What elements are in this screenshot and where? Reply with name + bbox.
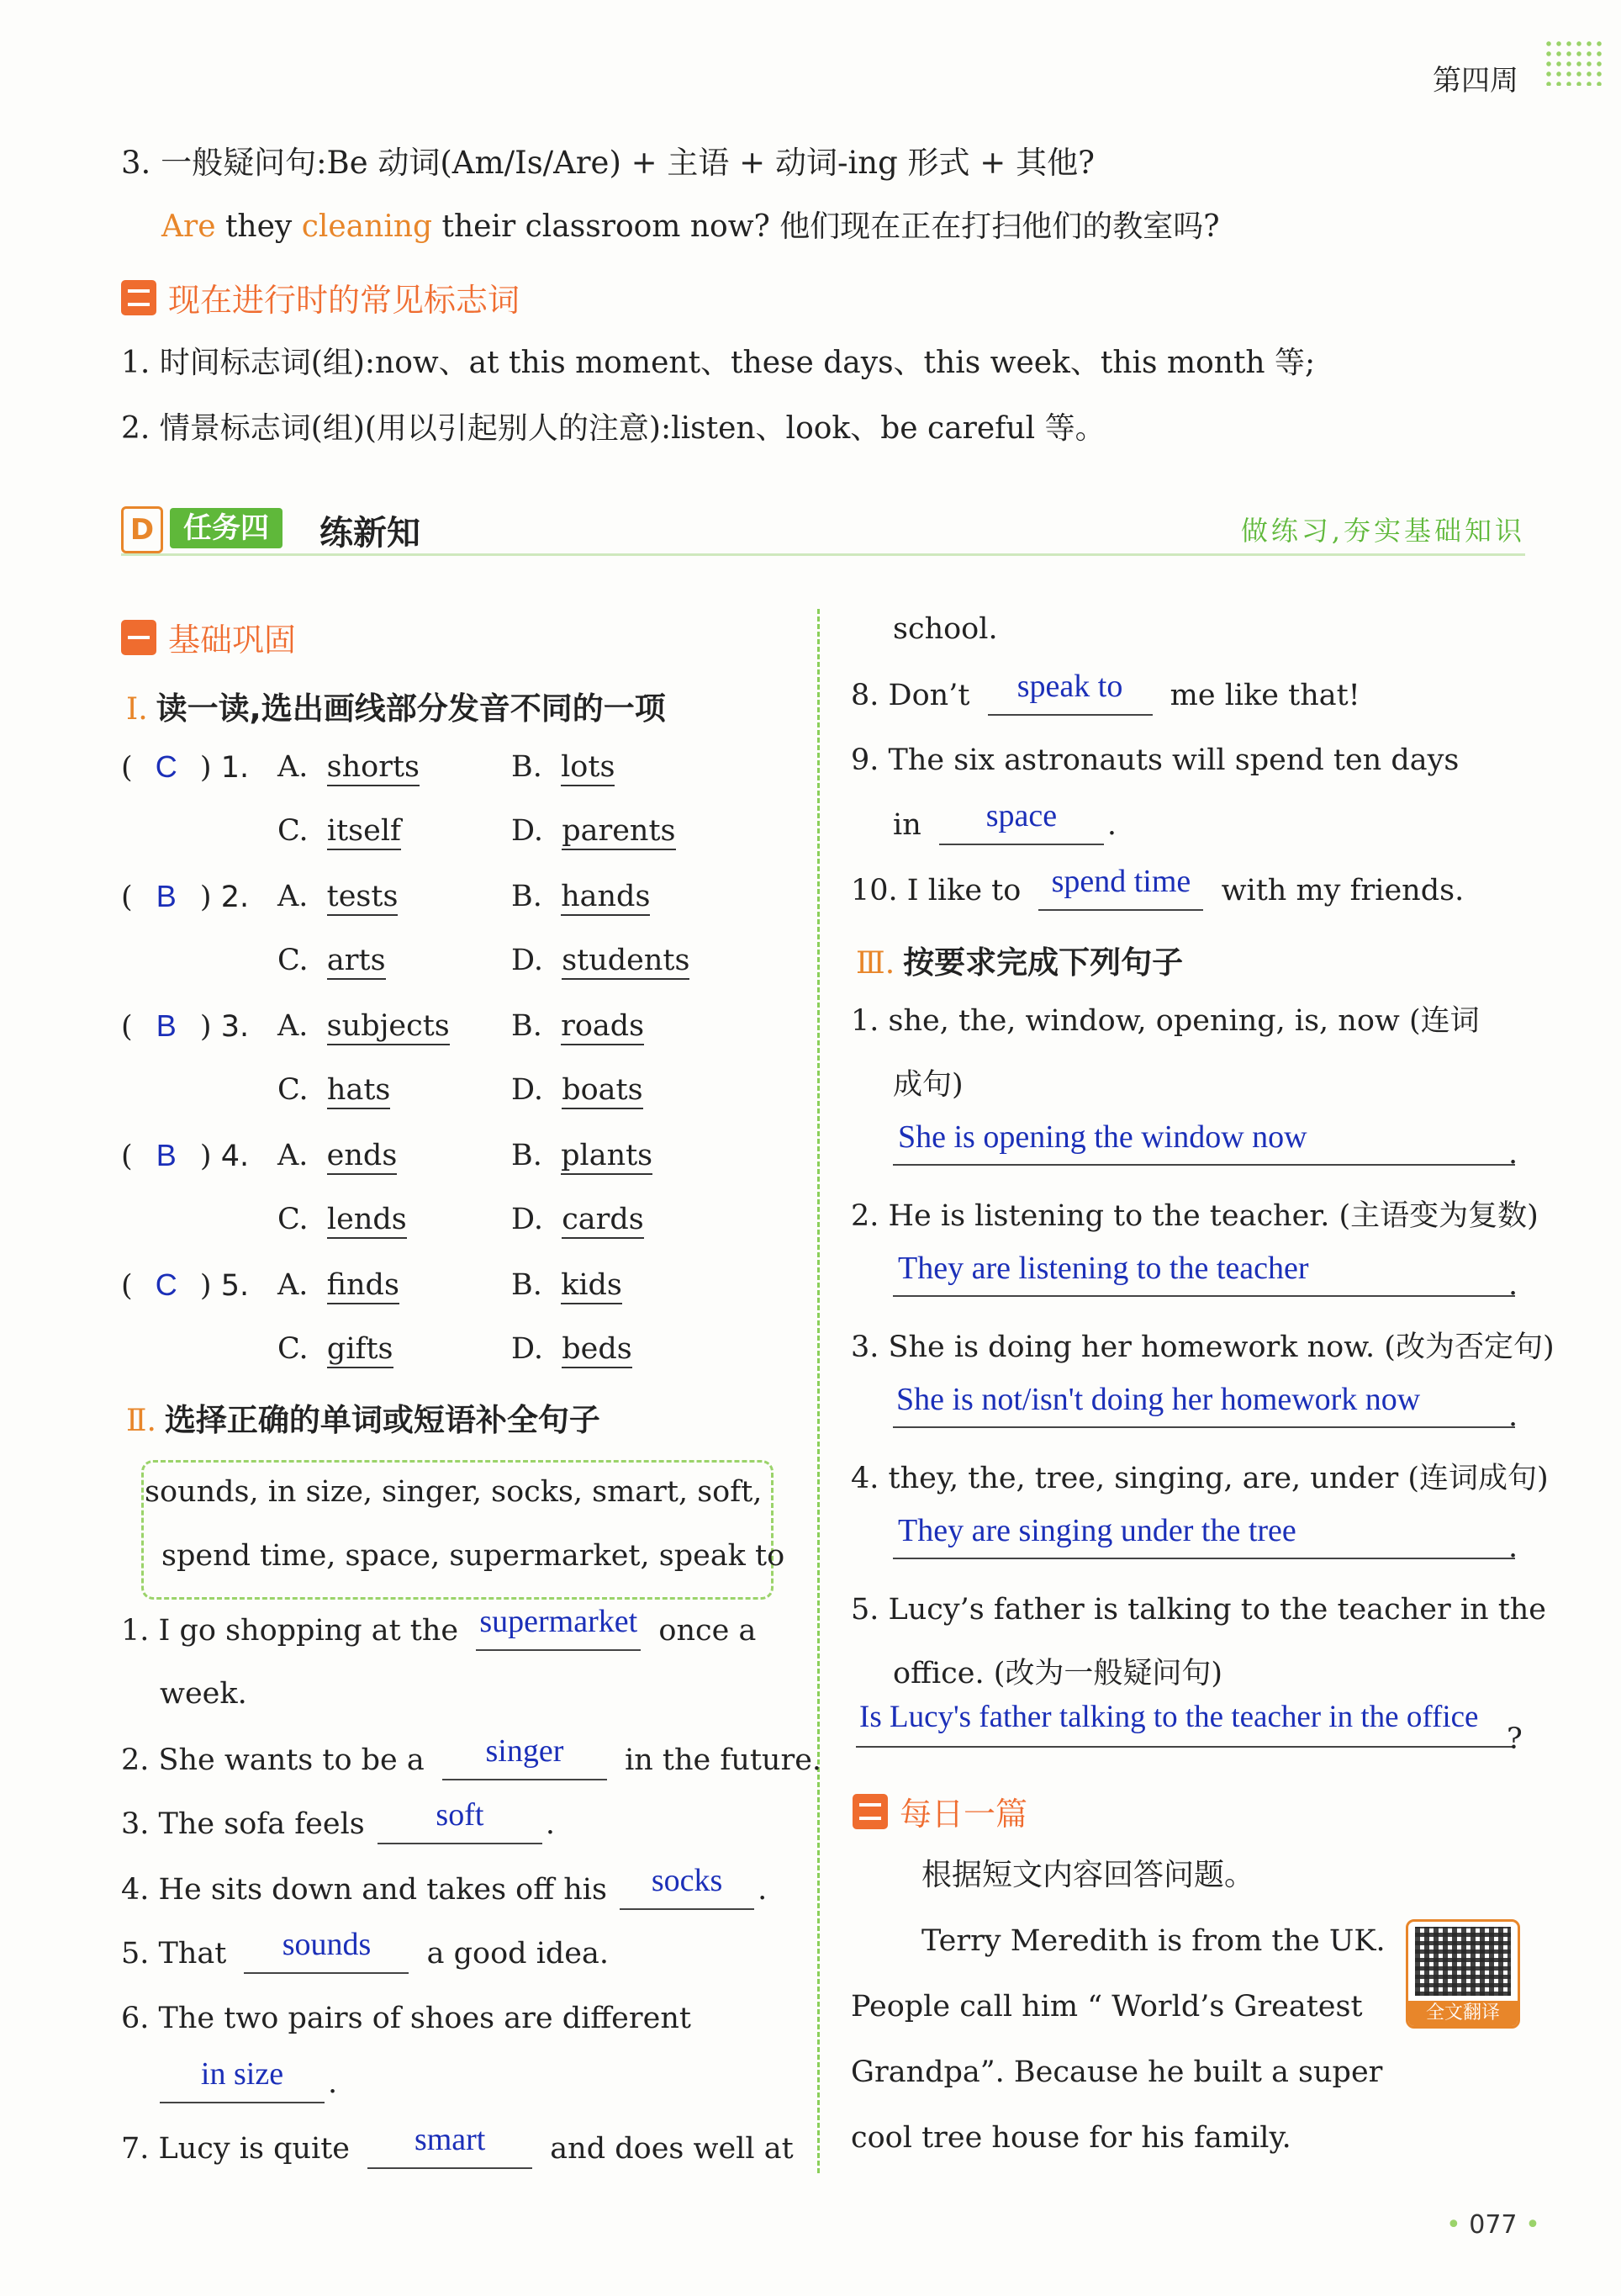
part1-question: ( B ) 3. xyxy=(121,1008,250,1044)
question-number: 5. xyxy=(220,1269,250,1303)
question-text: 8. Don’t xyxy=(851,679,970,712)
question-text: 2. She wants to be a xyxy=(121,1743,425,1777)
option-b: B. roads xyxy=(511,1008,644,1045)
section-two-icon xyxy=(121,280,156,315)
answer-choice: C xyxy=(155,749,177,784)
question-text: in xyxy=(893,808,921,842)
qr-code-icon xyxy=(1415,1927,1511,1996)
grammar-item3-example xyxy=(161,209,1220,246)
reading-line-3: Grandpa”. Because he built a super xyxy=(851,2055,1383,2089)
reading-instruction: 根据短文内容回答问题。 xyxy=(921,1858,1255,1892)
question-text: a good idea. xyxy=(426,1937,609,1971)
part2-numeral: Ⅱ. xyxy=(126,1404,156,1438)
answer-text: spend time xyxy=(1051,864,1191,899)
option-text: boats xyxy=(562,1073,642,1109)
example-are: Are xyxy=(161,209,216,244)
option-c: C. gifts xyxy=(277,1331,393,1368)
rewrite-answer-4 xyxy=(893,1512,1515,1559)
task-bar xyxy=(121,503,1525,553)
qr-code[interactable] xyxy=(1406,1919,1520,2029)
question-text: 7. Lucy is quite xyxy=(121,2132,351,2166)
option-a: A. shorts xyxy=(277,749,420,786)
answer-blank xyxy=(378,1797,542,1844)
option-text: cards xyxy=(562,1203,644,1239)
option-text: shorts xyxy=(327,750,420,786)
option-c: C. itself xyxy=(277,812,401,849)
reading-line-1: Terry Meredith is from the UK. xyxy=(921,1924,1386,1958)
word-bank-line-1: sounds, in size, singer, socks, smart, soft, xyxy=(145,1475,763,1509)
answer-text: smart xyxy=(414,2122,486,2157)
answer-text: singer xyxy=(485,1733,564,1769)
answer-text: space xyxy=(985,798,1058,833)
option-b: B. kids xyxy=(511,1267,622,1304)
word-bank-line-2: spend time, space, supermarket, speak to xyxy=(161,1539,785,1573)
section-signal-words-heading xyxy=(121,274,520,320)
question-text: 4. He sits down and takes off his xyxy=(121,1873,607,1907)
option-c: C. arts xyxy=(277,942,386,979)
question-text: 3. The sofa feels xyxy=(121,1807,365,1841)
question-text: . xyxy=(758,1873,768,1907)
option-text: finds xyxy=(327,1268,399,1304)
section-daily-title: 每日一篇 xyxy=(900,1796,1028,1833)
option-text: itself xyxy=(327,814,401,850)
section-one-icon xyxy=(121,620,156,655)
rewrite-question-5: 5. Lucy’s father is talking to the teacher in the xyxy=(851,1593,1547,1627)
section-basic-title: 基础巩固 xyxy=(168,622,297,659)
rewrite-answer-3-end: . xyxy=(1508,1399,1518,1433)
option-a: A. tests xyxy=(277,878,398,915)
answer-text: sounds xyxy=(282,1927,372,1962)
rewrite-answer-4-end: . xyxy=(1508,1531,1518,1564)
option-a: A. subjects xyxy=(277,1008,450,1045)
answer-choice: B xyxy=(156,879,177,913)
rewrite-question-4: 4. they, the, tree, singing, are, under (连词成句) xyxy=(851,1462,1549,1495)
option-b: B. hands xyxy=(511,878,650,915)
part1-title: 读一读,选出画线部分发音不同的一项 xyxy=(156,690,666,727)
option-d: D. cards xyxy=(511,1201,644,1238)
signal-words-situation: 2. 情景标志词(组)(用以引起别人的注意):listen、look、be careful 等。 xyxy=(121,411,1106,446)
part2-title: 选择正确的单词或短语补全句子 xyxy=(164,1402,600,1438)
question-number: 1. xyxy=(220,751,250,785)
answer-text: soft xyxy=(436,1797,484,1833)
part1-question: ( C ) 5. xyxy=(121,1267,250,1303)
task-divider xyxy=(121,553,1525,556)
answer-choice: B xyxy=(156,1138,177,1172)
option-text: gifts xyxy=(327,1332,393,1368)
rewrite-answer-1-end: . xyxy=(1508,1137,1518,1171)
decorative-dots xyxy=(1544,39,1604,86)
option-d: D. beds xyxy=(511,1331,632,1368)
option-c: C. hats xyxy=(277,1071,390,1108)
option-b: B. plants xyxy=(511,1137,652,1174)
part1-numeral: Ⅰ. xyxy=(126,692,148,727)
option-c: C. lends xyxy=(277,1201,407,1238)
rewrite-question-1: 1. she, the, window, opening, is, now (连词 xyxy=(851,1004,1480,1038)
option-text: arts xyxy=(327,944,386,980)
example-they: they xyxy=(215,209,302,244)
rewrite-question-5-cont: office. (改为一般疑问句) xyxy=(893,1657,1223,1690)
reading-line-4: cool tree house for his family. xyxy=(851,2121,1291,2155)
fill-question-8 xyxy=(851,669,1360,716)
rewrite-answer-3 xyxy=(893,1381,1515,1428)
column-divider xyxy=(817,609,820,2173)
answer-blank xyxy=(939,798,1104,845)
answer-blank xyxy=(367,2122,532,2169)
section-basic-heading xyxy=(121,614,296,660)
question-text: . xyxy=(328,2066,338,2100)
fill-question-1-cont: week. xyxy=(160,1677,247,1711)
grammar-item3-rule: 3. 一般疑问句:Be 动词(Am/Is/Are) + 主语 + 动词-ing 形式 + 其他? xyxy=(121,145,1095,181)
fill-question-2 xyxy=(121,1733,822,1780)
fill-question-5 xyxy=(121,1927,609,1974)
question-number: 2. xyxy=(220,881,250,914)
rewrite-answer-5-end: ? xyxy=(1507,1722,1523,1756)
example-rest: their classroom now? 他们现在正在打扫他们的教室吗? xyxy=(432,209,1220,244)
option-text: beds xyxy=(562,1332,631,1368)
question-text: 1. I go shopping at the xyxy=(121,1614,459,1648)
option-d: D. parents xyxy=(511,812,676,849)
answer-text: She is not/isn't doing her homework now xyxy=(896,1382,1421,1417)
option-text: hands xyxy=(561,880,650,916)
page-number: • 077 • xyxy=(1446,2210,1540,2240)
task-letter: D xyxy=(121,506,163,553)
part1-question: ( B ) 4. xyxy=(121,1138,250,1173)
reading-line-2: People call him “ World’s Greatest xyxy=(851,1990,1363,2024)
fill-question-4 xyxy=(121,1863,768,1910)
answer-blank xyxy=(476,1604,641,1651)
rewrite-question-1-cont: 成句) xyxy=(893,1068,964,1102)
answer-blank xyxy=(620,1863,754,1910)
question-text: and does well at xyxy=(550,2132,794,2166)
answer-text: in size xyxy=(200,2056,284,2092)
rewrite-answer-5 xyxy=(856,1699,1515,1748)
option-d: D. students xyxy=(511,942,689,979)
signal-words-time: 1. 时间标志词(组):now、at this moment、these days、this week、this month 等; xyxy=(121,346,1316,380)
question-text: once a xyxy=(658,1614,757,1648)
option-text: lends xyxy=(327,1203,407,1239)
option-text: students xyxy=(562,944,689,980)
option-text: parents xyxy=(562,814,675,850)
part1-heading xyxy=(126,683,666,728)
option-text: kids xyxy=(561,1268,622,1304)
option-text: ends xyxy=(327,1139,398,1175)
answer-choice: B xyxy=(156,1008,177,1043)
option-b: B. lots xyxy=(511,749,615,786)
rewrite-question-3: 3. She is doing her homework now. (改为否定句) xyxy=(851,1331,1555,1364)
question-text: 10. I like to xyxy=(851,874,1022,907)
option-a: A. ends xyxy=(277,1137,397,1174)
option-a: A. finds xyxy=(277,1267,399,1304)
answer-blank xyxy=(442,1733,607,1780)
fill-question-6-cont xyxy=(160,2056,338,2103)
fill-question-6: 6. The two pairs of shoes are different xyxy=(121,2002,691,2035)
part2-heading xyxy=(126,1394,600,1440)
part1-question: ( C ) 1. xyxy=(121,749,250,785)
task-slogan: 做练习,夯实基础知识 xyxy=(1240,515,1525,547)
section-daily-heading xyxy=(853,1788,1027,1834)
option-text: roads xyxy=(561,1009,644,1045)
fill-question-9-cont xyxy=(893,798,1117,845)
option-d: D. boats xyxy=(511,1071,643,1108)
answer-text: supermarket xyxy=(479,1604,638,1639)
part3-heading xyxy=(856,937,1183,982)
fill-question-7 xyxy=(121,2122,794,2169)
task-title: 练新知 xyxy=(319,514,420,553)
qr-label: 全文翻译 xyxy=(1408,2001,1518,2026)
answer-blank xyxy=(988,669,1153,716)
question-text: . xyxy=(1106,808,1117,842)
question-text: with my friends. xyxy=(1221,874,1465,907)
rewrite-answer-1 xyxy=(893,1119,1515,1166)
question-text: . xyxy=(545,1807,556,1841)
option-text: lots xyxy=(561,750,615,786)
answer-choice: C xyxy=(155,1267,177,1302)
page-number-text: 077 xyxy=(1469,2210,1518,2240)
answer-text: She is opening the window now xyxy=(898,1119,1307,1155)
question-number: 4. xyxy=(220,1140,250,1173)
task-tag: 任务四 xyxy=(170,508,282,548)
answer-blank xyxy=(160,2056,325,2103)
question-text: me like that! xyxy=(1170,679,1360,712)
example-cleaning: cleaning xyxy=(301,209,433,244)
section-two-icon xyxy=(853,1794,888,1829)
answer-text: They are listening to the teacher xyxy=(898,1251,1309,1286)
fill-question-10 xyxy=(851,864,1465,911)
question-number: 3. xyxy=(220,1010,250,1044)
fill-question-7-cont: school. xyxy=(893,612,998,646)
rewrite-question-2: 2. He is listening to the teacher. (主语变为复数) xyxy=(851,1199,1539,1233)
fill-question-3 xyxy=(121,1797,556,1844)
answer-blank xyxy=(244,1927,409,1974)
week-label: 第四周 xyxy=(1433,64,1518,98)
option-text: plants xyxy=(561,1139,652,1175)
fill-question-1 xyxy=(121,1604,757,1651)
part1-question: ( B ) 2. xyxy=(121,879,250,914)
question-text: 5. That xyxy=(121,1937,227,1971)
option-text: tests xyxy=(327,880,399,916)
section-signal-words-title: 现在进行时的常见标志词 xyxy=(168,282,520,319)
question-text: in the future. xyxy=(625,1743,822,1777)
part3-numeral: Ⅲ. xyxy=(856,946,895,981)
answer-blank xyxy=(1038,864,1203,911)
rewrite-answer-2 xyxy=(893,1250,1515,1297)
fill-question-9: 9. The six astronauts will spend ten days xyxy=(851,743,1460,777)
answer-text: speak to xyxy=(1016,669,1123,704)
option-text: hats xyxy=(327,1073,390,1109)
part3-title: 按要求完成下列句子 xyxy=(903,944,1184,981)
answer-text: They are singing under the tree xyxy=(898,1513,1296,1548)
rewrite-answer-2-end: . xyxy=(1508,1268,1518,1302)
answer-text: Is Lucy's father talking to the teacher in the office xyxy=(859,1700,1479,1734)
answer-text: socks xyxy=(651,1863,723,1898)
option-text: subjects xyxy=(327,1009,450,1045)
